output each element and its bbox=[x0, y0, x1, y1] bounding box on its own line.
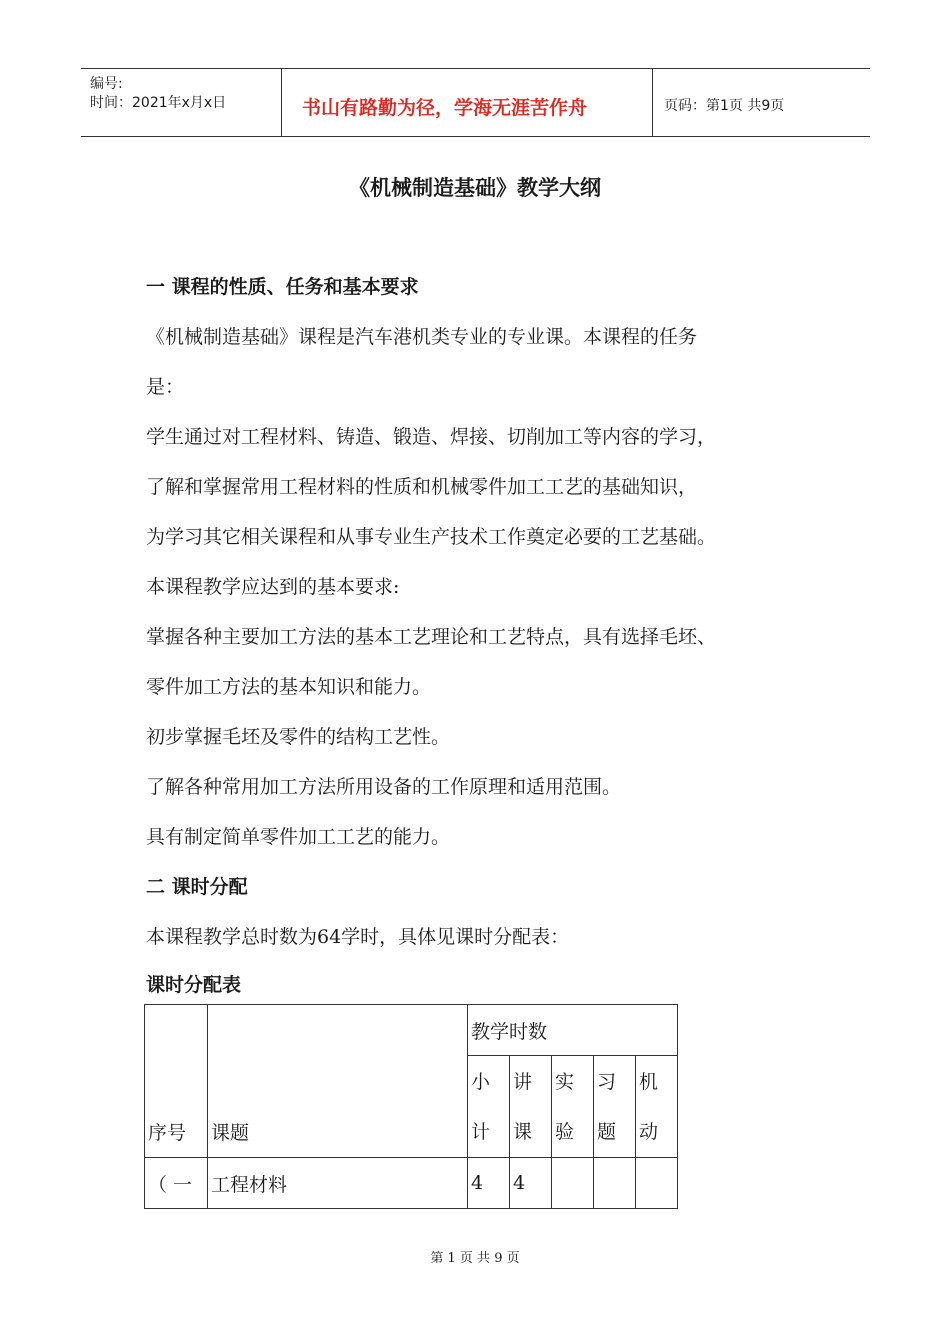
paragraph-line: 是： bbox=[146, 376, 185, 398]
section-heading-2: 二 课时分配 bbox=[146, 876, 248, 898]
section-heading-1: 一 课程的性质、任务和基本要求 bbox=[146, 276, 419, 298]
header-meta-cell bbox=[81, 69, 282, 136]
document-title: 《机械制造基础》教学大纲 bbox=[349, 176, 601, 200]
subheader-lecture: 讲 课 bbox=[510, 1056, 552, 1158]
paragraph-line: 本课程教学应达到的基本要求: bbox=[146, 576, 400, 598]
paragraph-line: 了解和掌握常用工程材料的性质和机械零件加工工艺的基础知识， bbox=[146, 476, 698, 498]
table-row bbox=[145, 1158, 678, 1209]
header-motto: 书山有路勤为径，学海无涯苦作舟 bbox=[302, 97, 588, 119]
table-title: 课时分配表 bbox=[146, 974, 242, 996]
cell-lab bbox=[552, 1158, 594, 1209]
header-cell-topic: 课题 bbox=[208, 1005, 468, 1158]
header-cell-teaching-hours: 教学时数 bbox=[468, 1005, 678, 1056]
subheader-flex: 机 动 bbox=[636, 1056, 678, 1158]
paragraph-line: 具有制定简单零件加工工艺的能力。 bbox=[146, 826, 451, 848]
cell-topic: 工程材料 bbox=[208, 1158, 468, 1209]
header-page-info: 页码：第1页 共9页 bbox=[664, 98, 785, 114]
paragraph-line: 学生通过对工程材料、铸造、锻造、焊接、切削加工等内容的学习， bbox=[146, 426, 717, 448]
cell-exercise bbox=[594, 1158, 636, 1209]
document-time: 时间：2021年x月x日 bbox=[90, 95, 227, 111]
subheader-lab: 实 验 bbox=[552, 1056, 594, 1158]
paragraph-line: 了解各种常用加工方法所用设备的工作原理和适用范围。 bbox=[146, 776, 622, 798]
table-header-row bbox=[145, 1005, 678, 1056]
header-cell-no: 序号 bbox=[145, 1005, 208, 1158]
page-footer: 第 1 页 共 9 页 bbox=[430, 1251, 520, 1266]
paragraph-line: 掌握各种主要加工方法的基本工艺理论和工艺特点，具有选择毛坯、 bbox=[146, 626, 717, 648]
cell-lecture: 4 bbox=[510, 1158, 552, 1209]
paragraph-line: 为学习其它相关课程和从事专业生产技术工作奠定必要的工艺基础。 bbox=[146, 526, 717, 548]
header-motto-cell bbox=[282, 69, 653, 136]
cell-flex bbox=[636, 1158, 678, 1209]
hours-allocation-table bbox=[144, 1004, 678, 1209]
paragraph-line: 零件加工方法的基本知识和能力。 bbox=[146, 676, 432, 698]
cell-no: （ 一 bbox=[145, 1158, 208, 1209]
paragraph-line: 《机械制造基础》课程是汽车港机类专业的专业课。本课程的任务 bbox=[146, 326, 698, 348]
page-header bbox=[81, 68, 870, 137]
paragraph-line: 初步掌握毛坯及零件的结构工艺性。 bbox=[146, 726, 451, 748]
document-number: 编号: bbox=[90, 76, 123, 92]
cell-total: 4 bbox=[468, 1158, 510, 1209]
subheader-total: 小 计 bbox=[468, 1056, 510, 1158]
paragraph-line: 本课程教学总时数为64学时，具体见课时分配表： bbox=[146, 926, 570, 948]
subheader-exercise: 习 题 bbox=[594, 1056, 636, 1158]
